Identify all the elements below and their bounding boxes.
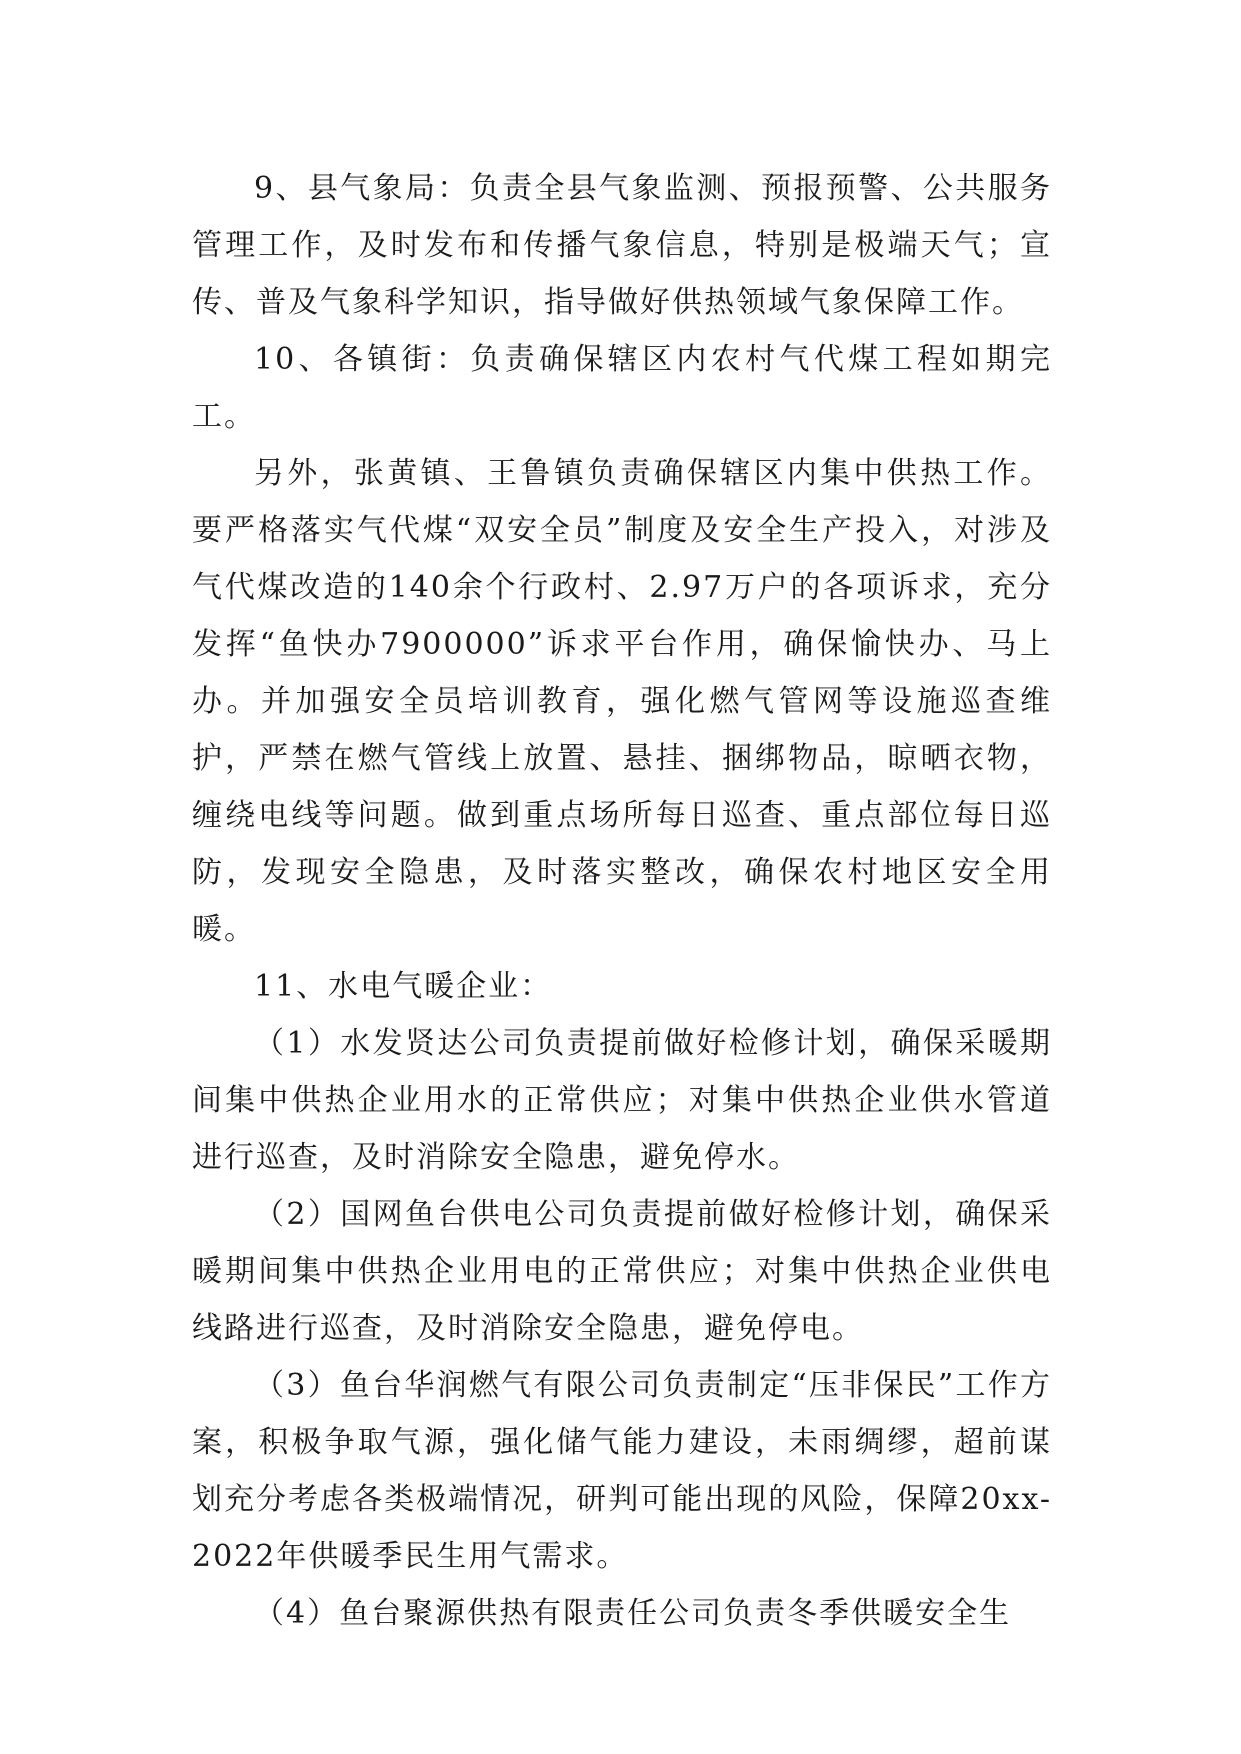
- paragraph-zhanghuang-wanglu: 另外，张黄镇、王鲁镇负责确保辖区内集中供热工作。要严格落实气代煤“双安全员”制度及安全生产投入，对涉及气代煤改造的140余个行政村、2.97万户的各项诉求，充分发挥“鱼快办7900000”诉求平台作用，确保愉快办、马上办。并加强安全员培训教育，强化燃气管网等设施巡查维护，严禁在燃气管线上放置、悬挂、捆绑物品，晾晒衣物，缠绕电线等问题。做到重点场所每日巡查、重点部位每日巡防，发现安全隐患，及时落实整改，确保农村地区安全用暖。: [192, 456, 1052, 947]
- paragraph-water-company: （1）水发贤达公司负责提前做好检修计划，确保采暖期间集中供热企业用水的正常供应；对集中供热企业供水管道进行巡查，及时消除安全隐患，避免停水。: [192, 1026, 1052, 1175]
- paragraph-utility-companies: 11、水电气暖企业：: [254, 969, 553, 1004]
- document-body: [192, 160, 1052, 1642]
- paragraph-heating-company: （4）鱼台聚源供热有限责任公司负责冬季供暖安全生: [254, 1596, 1012, 1631]
- paragraph-weather-bureau: 9、县气象局：负责全县气象监测、预报预警、公共服务管理工作，及时发布和传播气象信息，特别是极端天气；宣传、普及气象科学知识，指导做好供热领域气象保障工作。: [192, 171, 1052, 320]
- paragraph-towns-streets: 10、各镇街：负责确保辖区内农村气代煤工程如期完工。: [192, 342, 1052, 434]
- paragraph-gas-company: （3）鱼台华润燃气有限公司负责制定“压非保民”工作方案，积极争取气源，强化储气能力建设，未雨绸缪，超前谋划充分考虑各类极端情况，研判可能出现的风险，保障20xx-2022年供暖季民生用气需求。: [192, 1368, 1052, 1574]
- paragraph-power-company: （2）国网鱼台供电公司负责提前做好检修计划，确保采暖期间集中供热企业用电的正常供应；对集中供热企业供电线路进行巡查，及时消除安全隐患，避免停电。: [192, 1197, 1052, 1346]
